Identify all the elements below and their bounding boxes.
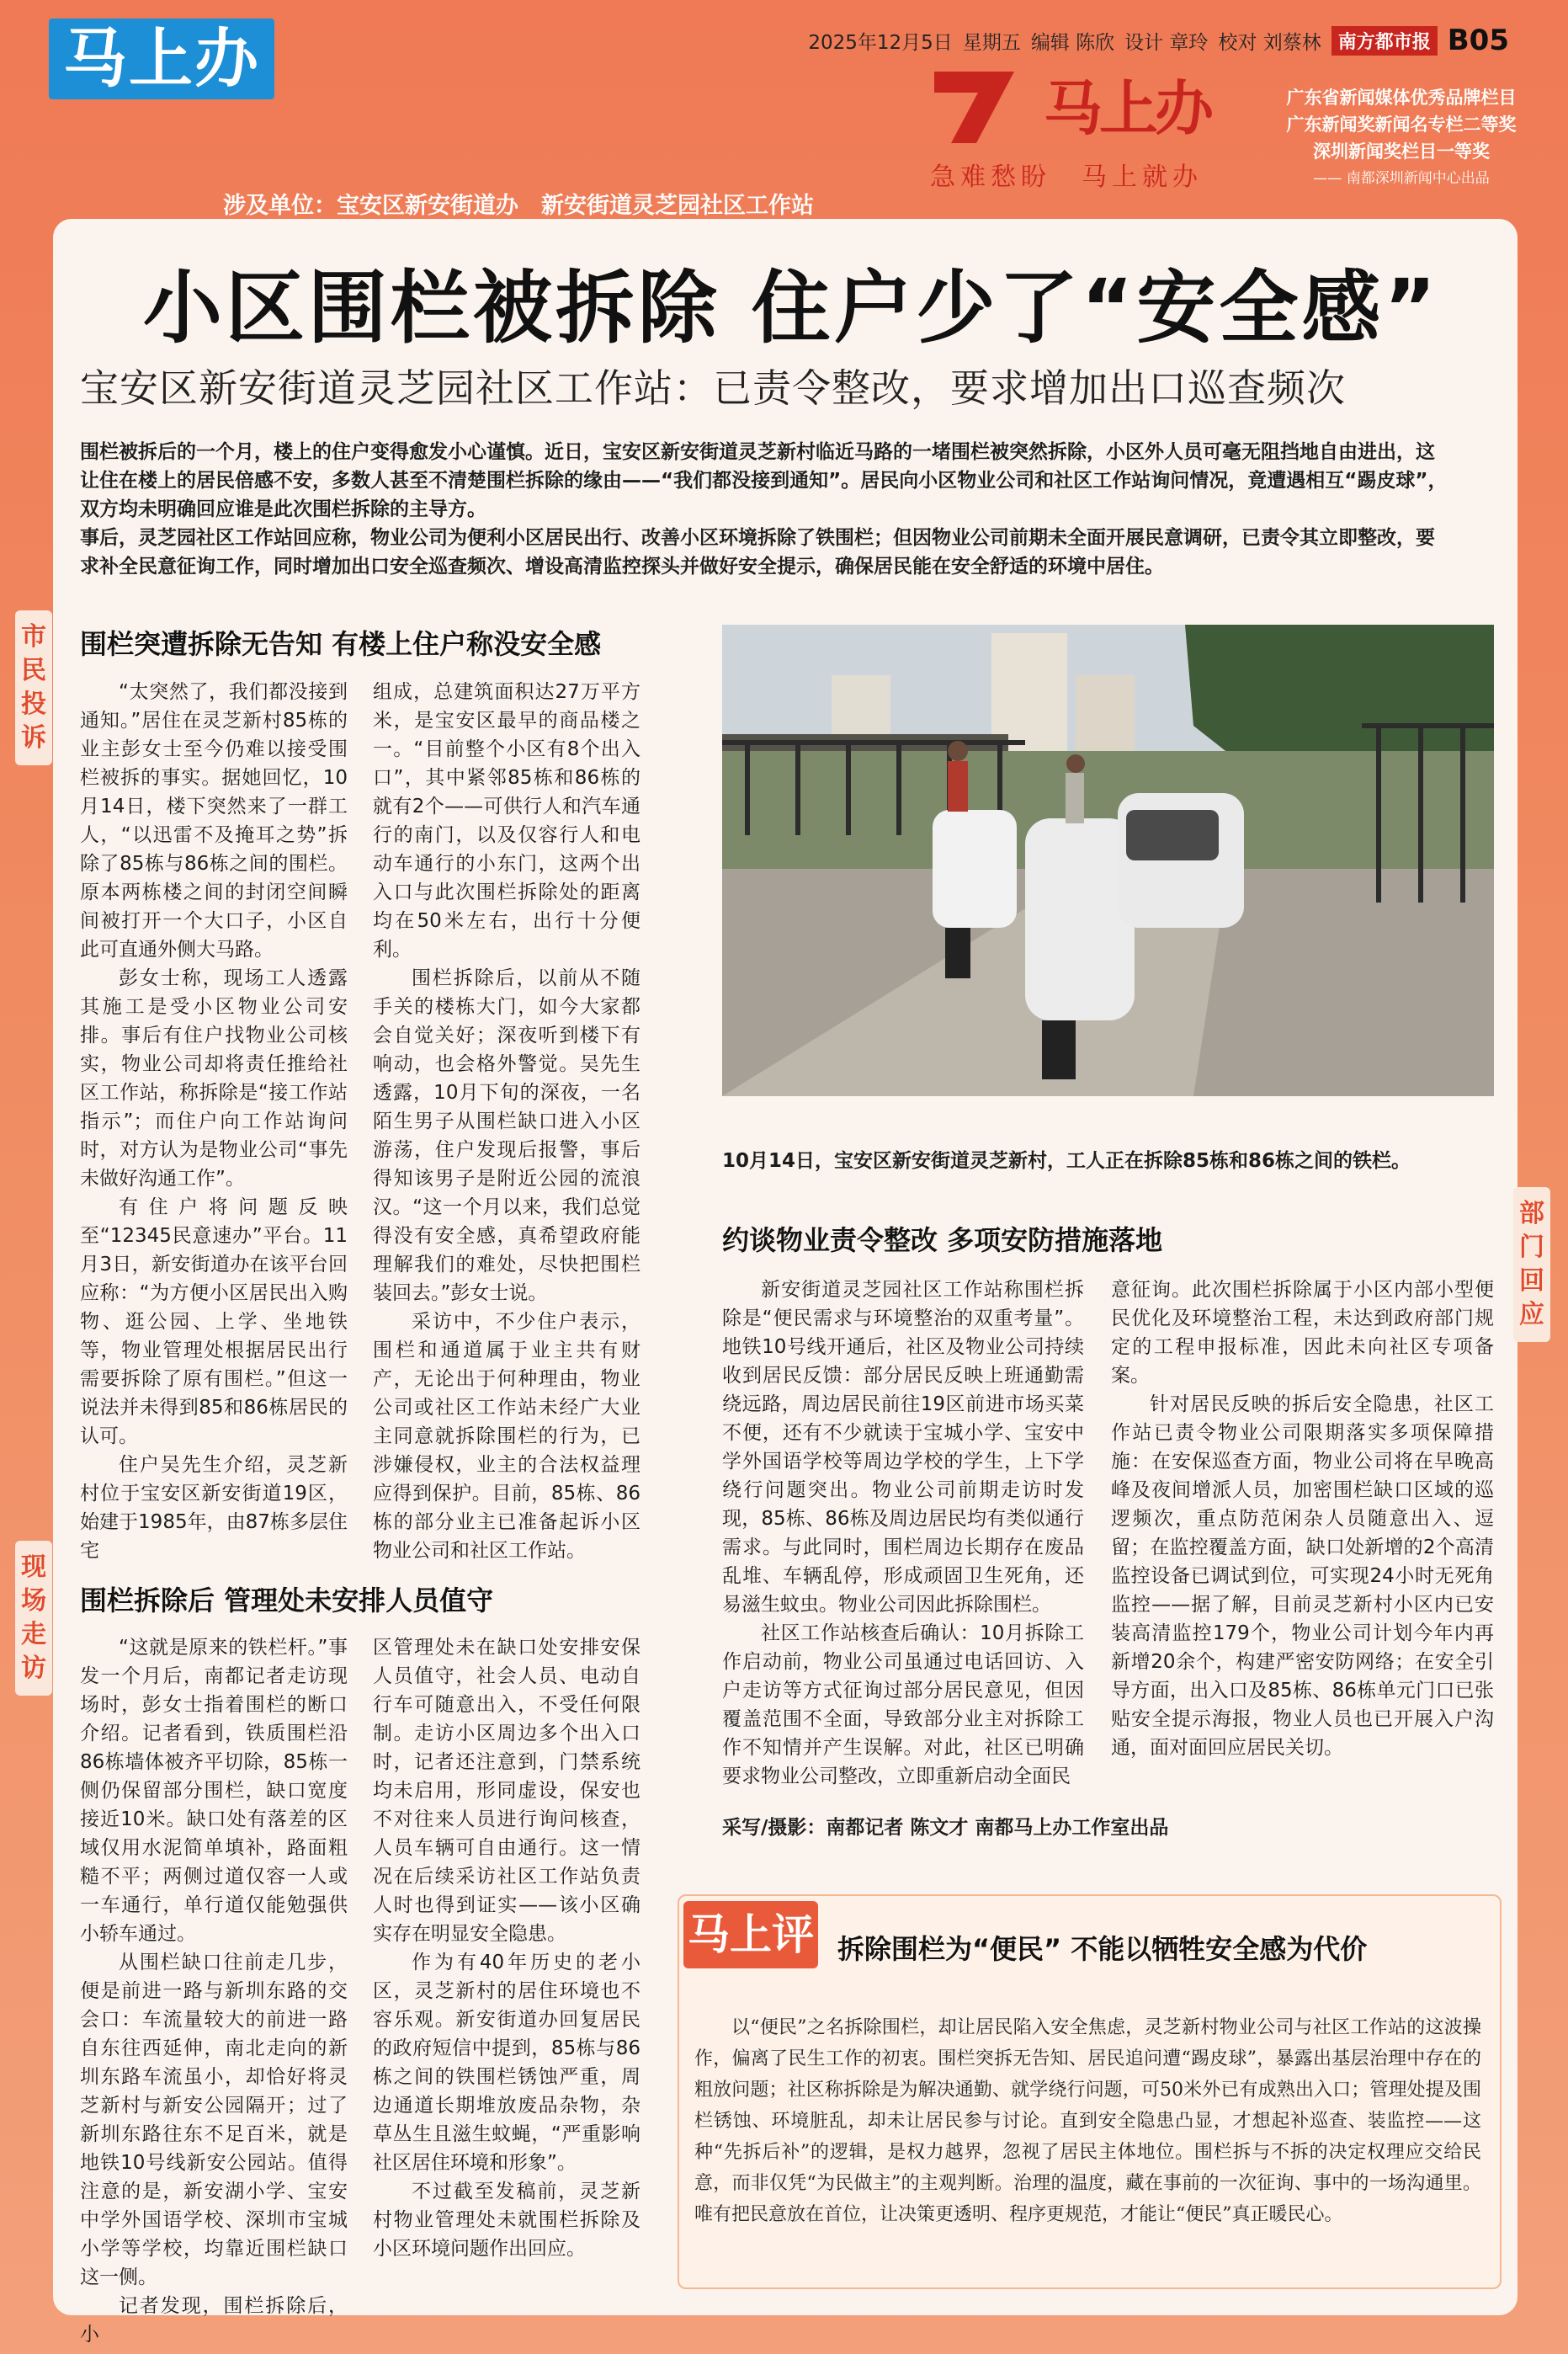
paragraph: 彭女士称，现场工人透露其施工是受小区物业公司安排。事后有住户找物业公司核实，物业公司却将责任推给社区工作站，称拆除是“接工作站指示”；而住户向工作站询问时，对方认为是物业公司“事先未做好沟通工作”。 (80, 967, 348, 1190)
award-item: 广东省新闻媒体优秀品牌栏目 (1286, 88, 1517, 108)
logo-text: 马上办 (1044, 74, 1210, 143)
section2-title: 围栏拆除后 管理处未安排人员值守 (80, 1584, 494, 1616)
paragraph: 意征询。此次围栏拆除属于小区内部小型便民优化及环境整治工程，未达到政府部门规定的工程申报标准，因此未向社区专项备案。 (1111, 1279, 1494, 1387)
editor: 编辑 陈欣 (1030, 31, 1115, 54)
paragraph: 社区工作站核查后确认：10月拆除工作启动前，物业公司虽通过电话回访、入户走访等方式征询过部分居民意见，但因覆盖范围不全面，导致部分业主对拆除工作不知情并产生误解。对此，社区已明确要求物业公司整改，立即重新启动全面民 (722, 1622, 1084, 1787)
involved-units: 涉及单位：宝安区新安街道办 新安街道灵芝园社区工作站 (223, 193, 814, 219)
lead-paragraph: 围栏被拆后的一个月，楼上的住户变得愈发小心谨慎。近日，宝安区新安街道灵芝新村临近马路的一堵围栏被突然拆除，小区外人员可毫无阻挡地自由进出，这让住在楼上的居民倍感不安，多数人甚至不清楚围栏拆除的缘由——“我们都没接到通知”。居民向小区物业公司和社区工作站询问情况，竟遭遇相互“踢皮球”，双方均未明确回应谁是此次围栏拆除的主导方。 (80, 441, 1448, 520)
producer-line: —— 南都深圳新闻中心出品 (1313, 170, 1490, 187)
paragraph: 住户吴先生介绍，灵芝新村位于宝安区新安街道19区，始建于1985年，由87栋多层住宅 (80, 1454, 348, 1562)
issue-date: 2025年12月5日 (808, 31, 953, 54)
logo-swoosh-icon (926, 55, 1027, 147)
paragraph: “这就是原来的铁栏杆。”事发一个月后，南都记者走访现场时，彭女士指着围栏的断口介绍。记者看到，铁质围栏沿86栋墙体被齐平切除，85栋一侧仍保留部分围栏，缺口宽度接近10米。缺口处有落差的区域仅用水泥简单填补，路面粗糙不平；两侧过道仅容一人或一车通行，单行道仅能勉强供小轿车通过。 (80, 1637, 348, 1945)
paragraph: 组成，总建筑面积达27万平方米，是宝安区最早的商品楼之一。“目前整个小区有8个出入口”，其中紧邻85栋和86栋的就有2个——可供行人和汽车通行的南门，以及仅容行人和电动车通行的小东门，这两个出入口与此次围栏拆除处的距离均在50米左右，出行十分便利。 (373, 681, 640, 961)
side-tab-response: 部门回应 (1513, 1187, 1550, 1342)
section1-col1 (80, 678, 348, 1565)
paragraph: 记者发现，围栏拆除后，小 (80, 2295, 348, 2346)
paragraph: 针对居民反映的拆后安全隐患，社区工作站已责令物业公司限期落实多项保障措施：在安保巡查方面，物业公司将在早晚高峰及夜间增派人员，加密围栏缺口区域的巡逻频次，重点防范闲杂人员随意出入、逗留；在监控覆盖方面，缺口处新增的2个高清监控设备已调试到位，可实现24小时无死角监控——据了解，目前灵芝新村小区内已安装高清监控179个，物业公司计划今年内再新增20余个，构建严密安防网络；在安全引导方面，出入口及85栋、86栋单元门口已张贴安全提示海报，物业人员也已开展入户沟通，面对面回应居民关切。 (1111, 1393, 1494, 1759)
page-number: B05 (1447, 24, 1509, 57)
section3-col2 (1111, 1276, 1494, 1762)
section2-col1 (80, 1633, 348, 2349)
commentary-badge: 马上评 (683, 1901, 818, 1968)
subheadline: 宝安区新安街道灵芝园社区工作站：已责令整改，要求增加出口巡查频次 (80, 365, 1346, 411)
award-item: 深圳新闻奖栏目一等奖 (1313, 141, 1490, 162)
byline-credit: 采写/摄影：南都记者 陈文才 南都马上办工作室出品 (722, 1817, 1169, 1839)
photo-illustration (722, 625, 1494, 1096)
side-tab-visit: 现场走访 (15, 1541, 52, 1696)
award-item: 广东新闻奖新闻名专栏二等奖 (1286, 115, 1517, 135)
scene-photo (722, 625, 1494, 1096)
side-tab-complaint: 市民投诉 (15, 610, 52, 765)
designer: 设计 章玲 (1124, 31, 1209, 54)
awards-list (1262, 84, 1540, 192)
paragraph: 有住户将问题反映至“12345民意速办”平台。11月3日，新安街道办在该平台回应称：“为方便小区居民出入购物、逛公园、上学、坐地铁等，物业管理处根据居民出行需要拆除了原有围栏。”但这一说法并未得到85和86栋居民的认可。 (80, 1196, 348, 1447)
commentary-title: 拆除围栏为“便民” 不能以牺牲安全感为代价 (837, 1933, 1368, 1965)
paper-name: 南方都市报 (1331, 26, 1438, 56)
paragraph: “太突然了，我们都没接到通知。”居住在灵芝新村85栋的业主彭女士至今仍难以接受围栏被拆的事实。据她回忆，10月14日，楼下突然来了一群工人，“以迅雷不及掩耳之势”拆除了85栋与86栋之间的围栏。原本两栋楼之间的封闭空间瞬间被打开一个大口子，小区自此可直通外侧大马路。 (80, 681, 348, 961)
paragraph: 采访中，不少住户表示，围栏和通道属于业主共有财产，无论出于何种理由，物业公司或社区工作站未经广大业主同意就拆除围栏的行为，已涉嫌侵权，业主的合法权益理应得到保护。目前，85栋、86栋的部分业主已准备起诉小区物业公司和社区工作站。 (373, 1311, 640, 1562)
headline: 小区围栏被拆除 住户少了“安全感” (142, 263, 1440, 354)
paragraph: 围栏拆除后，以前从不随手关的楼栋大门，如今大家都会自觉关好；深夜听到楼下有响动，也会格外警觉。吴先生透露，10月下旬的深夜，一名陌生男子从围栏缺口进入小区游荡，住户发现后报警，事后得知该男子是附近公园的流浪汉。“这一个月以来，我们总觉得没有安全感，真希望政府能理解我们的难处，尽快把围栏装回去。”彭女士说。 (373, 967, 640, 1304)
paragraph: 新安街道灵芝园社区工作站称围栏拆除是“便民需求与环境整治的双重考量”。地铁10号线开通后，社区及物业公司持续收到居民反馈：部分居民反映上班通勤需绕远路，周边居民前往19区前进市场买菜不便，还有不少就读于宝城小学、宝安中学外国语学校等周边学校的学生，上下学绕行问题突出。物业公司前期走访时发现，85栋、86栋及周边居民均有类似通行需求。与此同时，围栏周边长期存在废品乱堆、车辆乱停，形成顽固卫生死角，还易滋生蚊虫。物业公司因此拆除围栏。 (722, 1279, 1084, 1616)
issue-meta (808, 24, 1509, 57)
slogan: 急难愁盼 马上就办 (930, 162, 1203, 192)
lead-paragraphs (80, 438, 1452, 581)
paragraph: 从围栏缺口往前走几步，便是前进一路与新圳东路的交会口：车流量较大的前进一路自东往西延伸，南北走向的新圳东路车流虽小，却恰好将灵芝新村与新安公园隔开；过了新圳东路往东不足百米，就是地铁10号线新安公园站。值得注意的是，新安湖小学、宝安中学外国语学校、深圳市宝城小学等学校，均靠近围栏缺口这一侧。 (80, 1952, 348, 2288)
photo-caption: 10月14日，宝安区新安街道灵芝新村，工人正在拆除85栋和86栋之间的铁栏。 (722, 1150, 1411, 1172)
section3-col1 (722, 1276, 1084, 1791)
section1-title: 围栏突遭拆除无告知 有楼上住户称没安全感 (80, 628, 602, 660)
issue-weekday: 星期五 (962, 31, 1021, 54)
section1-col2 (373, 678, 640, 1565)
column-brand: 马上办 (49, 19, 274, 99)
paragraph: 区管理处未在缺口处安排安保人员值守，社会人员、电动自行车可随意出入，不受任何限制。走访小区周边多个出入口时，记者还注意到，门禁系统均未启用，形同虚设，保安也不对往来人员进行询问核查，人员车辆可自由通行。这一情况在后续采访社区工作站负责人时也得到证实——该小区确实存在明显安全隐患。 (373, 1637, 640, 1945)
section3-title: 约谈物业责令整改 多项安防措施落地 (722, 1224, 1163, 1256)
proofreader: 校对 刘蔡林 (1218, 31, 1321, 54)
paragraph: 作为有40年历史的老小区，灵芝新村的居住环境也不容乐观。新安街道办回复居民的政府短信中提到，85栋与86栋之间的铁围栏锈蚀严重，周边通道长期堆放废品杂物，杂草丛生且滋生蚊蝇，“严重影响社区居住环境和形象”。 (373, 1952, 640, 2174)
paragraph: 不过截至发稿前，灵芝新村物业管理处未就围栏拆除及小区环境问题作出回应。 (373, 2181, 640, 2260)
section2-col2 (373, 1633, 640, 2263)
lead-paragraph: 事后，灵芝园社区工作站回应称，物业公司为便利小区居民出行、改善小区环境拆除了铁围栏；但因物业公司前期未全面开展民意调研，已责令其立即整改，要求补全民意征询工作，同时增加出口安全巡查频次、增设高清监控探头并做好安全提示，确保居民能在安全舒适的环境中居住。 (80, 527, 1435, 578)
masheng-logo (917, 55, 1271, 147)
commentary-body: 以“便民”之名拆除围栏，却让居民陷入安全焦虑，灵芝新村物业公司与社区工作站的这波操作，偏离了民生工作的初衷。围栏突拆无告知、居民追问遭“踢皮球”，暴露出基层治理中存在的粗放问题；社区称拆除是为解决通勤、就学绕行问题，可50米外已有成熟出入口；管理处提及围栏锈蚀、环境脏乱，却未让居民参与讨论。直到安全隐患凸显，才想起补巡查、装监控——这种“先拆后补”的逻辑，是权力越界，忽视了居民主体地位。围栏拆与不拆的决定权理应交给民意，而非仅凭“为民做主”的主观判断。治理的温度，藏在事前的一次征询、事中的一场沟通里。唯有把民意放在首位，让决策更透明、程序更规范，才能让“便民”真正暖民心。 (694, 2017, 1481, 2225)
